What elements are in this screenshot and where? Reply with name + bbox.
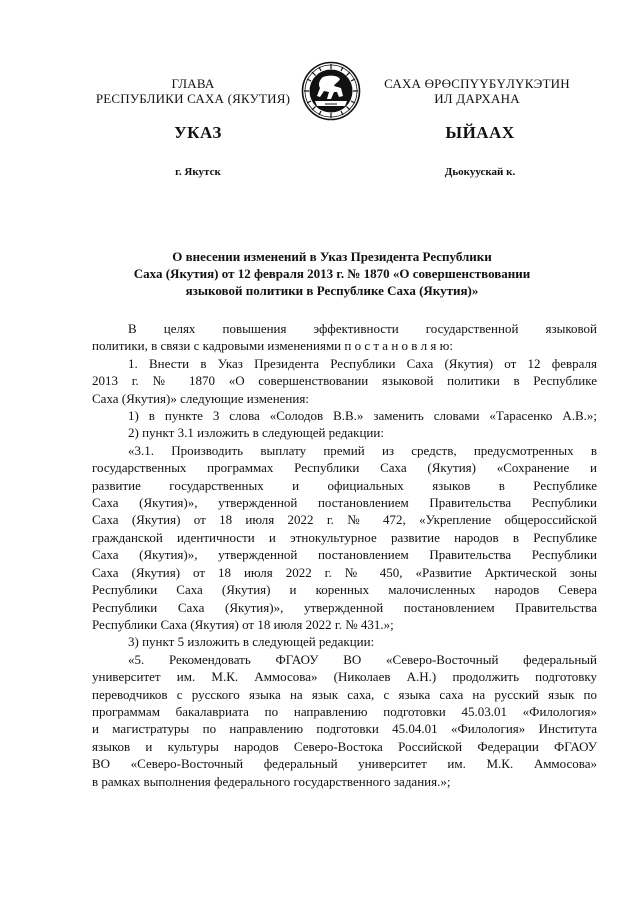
paragraph-subitem1: 1) в пункте 3 слова «Солодов В.В.» заменить словами «Тарасенко А.В.»; (128, 408, 597, 424)
preamble-text: политики, в связи с кадровыми изменениями (92, 338, 345, 354)
paragraph-clause31-line3: развитие государственных и официальных языков в Республике (92, 477, 597, 493)
document-body (92, 320, 597, 790)
paragraph-clause31-line4: Саха (Якутия)», утвержденной постановлением Правительства Республики (92, 495, 597, 511)
document-title (92, 248, 572, 299)
paragraph-clause5-line7: ВО «Северо-Восточный федеральный университет им. М.К. Аммосова» (92, 756, 597, 772)
header-left-line2: РЕСПУБЛИКИ САХА (ЯКУТИЯ) (95, 91, 291, 106)
paragraph-item1-line1: 1. Внести в Указ Президента Республики Саха (Якутия) от 12 февраля (128, 355, 597, 371)
paragraph-clause5-line6: языков и культуры народов Северо-Востока Российской Федерации ФГАОУ (92, 738, 597, 754)
paragraph-subitem2: 2) пункт 3.1 изложить в следующей редакции: (128, 425, 384, 441)
paragraph-clause31-line1: «3.1. Производить выплату премий из средств, предусмотренных в (128, 442, 597, 458)
doc-type-sah: ЫЙААХ (445, 123, 515, 142)
paragraph-clause5-line1: «5. Рекомендовать ФГАОУ ВО «Северо-Восточный федеральный (128, 651, 597, 667)
paragraph-subitem3: 3) пункт 5 изложить в следующей редакции: (128, 634, 375, 650)
title-line1: О внесении изменений в Указ Президента Республики (172, 249, 492, 264)
paragraph-clause5-line8: в рамках выполнения федерального государственного задания.»; (92, 773, 451, 789)
header-right-line2: ИЛ ДАРХАНА (434, 91, 520, 106)
paragraph-clause5-line3: переводчиков с русского языка на язык саха, с языка саха на русский язык по (92, 686, 597, 702)
city-ru: г. Якутск (175, 166, 221, 178)
title-line3: языковой политики в Республике Саха (Якутия)» (185, 283, 479, 298)
doc-type-ru: УКАЗ (174, 123, 222, 142)
paragraph-preamble-line2 (92, 337, 597, 354)
paragraph-clause31-line9: Республики Саха (Якутия) и коренных малочисленных народов Севера (92, 582, 597, 598)
title-line2: Саха (Якутия) от 12 февраля 2013 г. № 1870 «О совершенствовании (133, 266, 531, 281)
resolve-word: п о с т а н о в л я ю: (344, 338, 453, 354)
paragraph-item1-line3: Саха (Якутия)» следующие изменения: (92, 390, 309, 406)
paragraph-clause31-line7: Саха (Якутия)», утвержденной постановлением Правительства Республики (92, 547, 597, 563)
paragraph-clause5-line4: программам бакалавриата по направлению подготовки 45.03.01 «Филология» (92, 703, 597, 719)
paragraph-clause31-line8: Саха (Якутия) от 18 июля 2022 г. № 450, «Развитие Арктической зоны (92, 564, 597, 580)
paragraph-clause5-line2: университет им. М.К. Аммосова» (Николаев А.Н.) продолжить подготовку (92, 669, 597, 685)
paragraph-clause31-line2: государственных программах Республики Саха (Якутия) «Сохранение и (92, 460, 597, 476)
header-left-line1: ГЛАВА (171, 76, 215, 91)
paragraph-clause5-line5: и магистратуры по направлению подготовки 45.04.01 «Филология» Института (92, 721, 597, 737)
city-sah: Дьокуускай к. (444, 166, 516, 178)
header-right-line1: САХА ӨРӨСПҮҮБҮЛҮКЭТИН (384, 76, 570, 91)
paragraph-clause31-line5: Саха (Якутия) от 18 июля 2022 г. № 472, «Укрепление общероссийской (92, 512, 597, 528)
paragraph-clause31-line6: гражданской идентичности и этнокультурное развитие народов в Республике (92, 529, 597, 545)
header-right-block (364, 76, 590, 106)
paragraph-clause31-line10: Республики Саха (Якутия)», утвержденной постановлением Правительства (92, 599, 597, 615)
paragraph-item1-line2: 2013 г. № 1870 «О совершенствовании языковой политики в Республике (92, 373, 597, 389)
paragraph-preamble-line1: В целях повышения эффективности государственной языковой (128, 321, 597, 336)
paragraph-clause31-line11: Республики Саха (Якутия) от 18 июля 2022 г. № 431.»; (92, 616, 394, 632)
header-left-block (88, 76, 298, 106)
coat-of-arms-icon (301, 61, 361, 121)
